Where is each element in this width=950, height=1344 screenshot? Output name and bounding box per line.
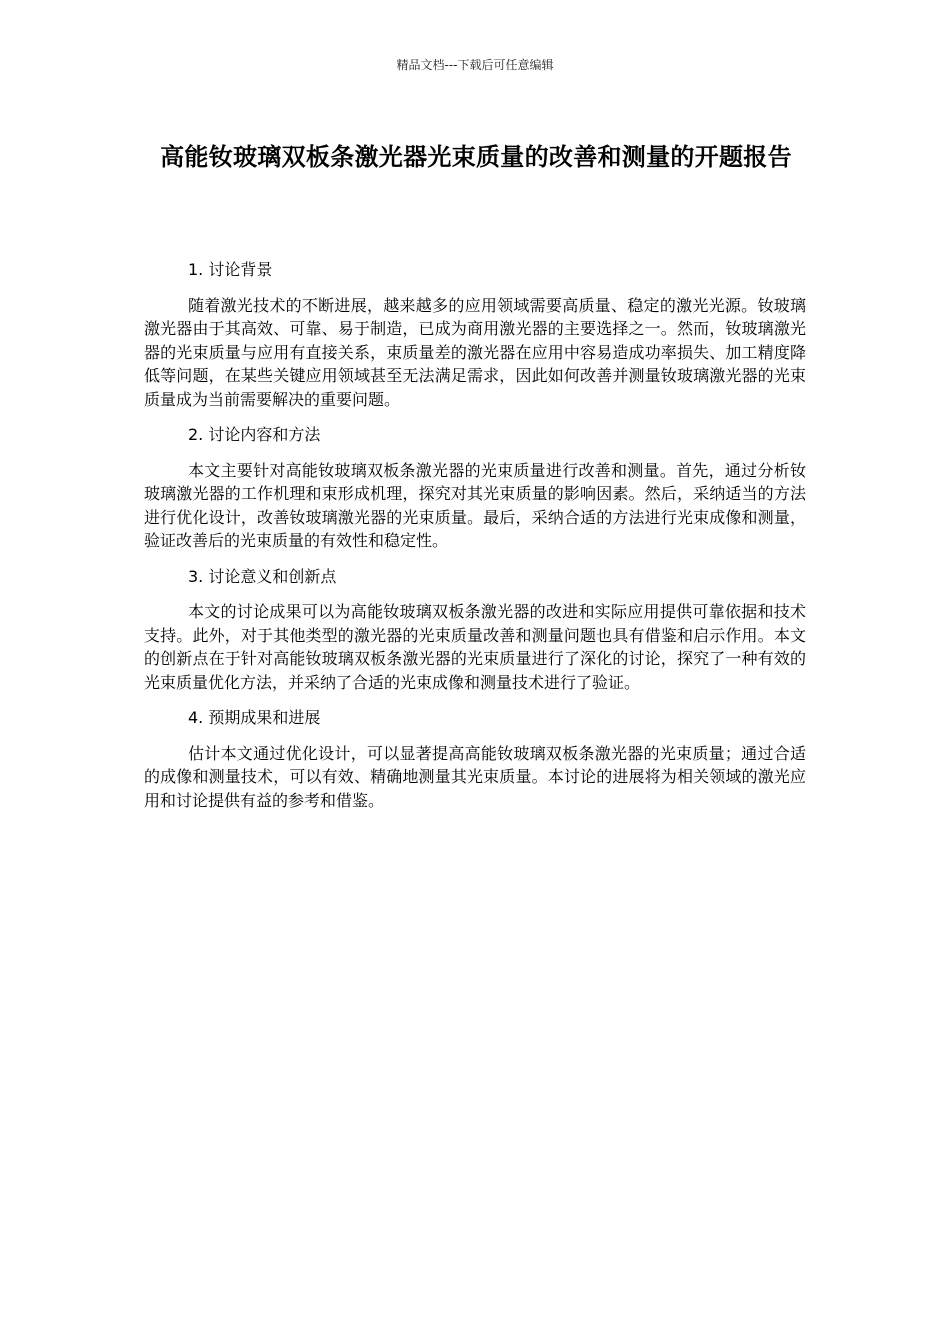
header-note: 精品文档---下载后可任意编辑: [396, 58, 554, 72]
section-background: [144, 258, 806, 411]
section-paragraph: 随着激光技术的不断进展，越来越多的应用领域需要高质量、稳定的激光光源。钕玻璃激光器由于其高效、可靠、易于制造，已成为商用激光器的主要选择之一。然而，钕玻璃激光器的光束质量与应用有直接关系，束质量差的激光器在应用中容易造成功率损失、加工精度降低等问题，在某些关键应用领域甚至无法满足需求，因此如何改善并测量钕玻璃激光器的光束质量成为当前需要解决的重要问题。: [144, 295, 806, 409]
section-paragraph: 本文主要针对高能钕玻璃双板条激光器的光束质量进行改善和测量。首先，通过分析钕玻璃激光器的工作机理和束形成机理，探究对其光束质量的影响因素。然后，采纳适当的方法进行优化设计，改善钕玻璃激光器的光束质量。最后，采纳合适的方法进行光束成像和测量，验证改善后的光束质量的有效性和稳定性。: [144, 460, 806, 550]
section-heading: 1. 讨论背景: [188, 260, 273, 279]
section-heading: 2. 讨论内容和方法: [188, 425, 321, 444]
section-paragraph: 本文的讨论成果可以为高能钕玻璃双板条激光器的改进和实际应用提供可靠依据和技术支持。此外，对于其他类型的激光器的光束质量改善和测量问题也具有借鉴和启示作用。本文的创新点在于针对高能钕玻璃双板条激光器的光束质量进行了深化的讨论，探究了一种有效的光束质量优化方法，并采纳了合适的光束成像和测量技术进行了验证。: [144, 602, 806, 692]
section-expected-results: [144, 706, 806, 812]
section-content-and-methods: [144, 423, 806, 553]
section-significance-and-innovation: [144, 565, 806, 695]
document-title: 高能钕玻璃双板条激光器光束质量的改善和测量的开题报告: [160, 143, 792, 171]
section-heading: 4. 预期成果和进展: [188, 708, 321, 727]
section-paragraph: 估计本文通过优化设计，可以显著提高高能钕玻璃双板条激光器的光束质量；通过合适的成像和测量技术，可以有效、精确地测量其光束质量。本讨论的进展将为相关领域的激光应用和讨论提供有益的参考和借鉴。: [144, 743, 806, 810]
document-body: [144, 258, 806, 824]
section-heading: 3. 讨论意义和创新点: [188, 566, 337, 586]
